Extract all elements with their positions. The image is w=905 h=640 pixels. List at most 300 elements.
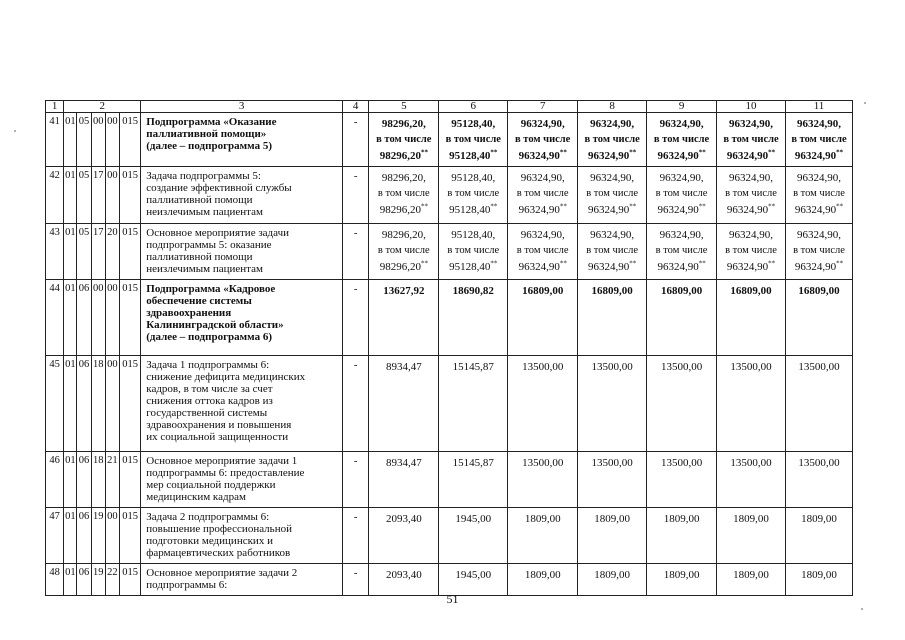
header-cell: 4 (343, 101, 369, 113)
code-cell: 22 (105, 564, 119, 596)
value-main: 1809,00 (733, 569, 769, 581)
code-cell: 01 (64, 564, 77, 596)
value-including-label: в том числе (376, 134, 432, 145)
item-name-line: Задача 2 подпрограммы 6: (146, 511, 270, 523)
value-cell (578, 356, 647, 452)
footnote-mark: ** (559, 202, 567, 211)
value-main: 1809,00 (594, 513, 630, 525)
item-name-line: паллиативной помощи (146, 251, 253, 263)
value-main: 1809,00 (801, 513, 837, 525)
code-cell: 06 (77, 564, 91, 596)
value-cell (785, 508, 852, 564)
value-cell (647, 224, 717, 280)
value-main: 1809,00 (801, 569, 837, 581)
code-cell: 06 (77, 452, 91, 508)
value-including-label: в том числе (725, 245, 777, 256)
item-name (141, 167, 343, 224)
value-cell (578, 452, 647, 508)
item-name-line: Задача подпрограммы 5: (146, 170, 261, 182)
value-including (786, 202, 852, 218)
value-cell (785, 356, 852, 452)
item-name (141, 508, 343, 564)
value-main: 13500,00 (660, 457, 703, 469)
value-cell (717, 167, 786, 224)
value-including (439, 259, 507, 275)
table-row (46, 113, 853, 167)
value-cell (508, 452, 578, 508)
value-main: 15145,87 (452, 457, 494, 469)
code-cell: 00 (105, 508, 119, 564)
value-cell (439, 280, 508, 356)
value-main: 1809,00 (524, 569, 561, 581)
dash-cell: - (343, 280, 369, 356)
item-name (141, 356, 343, 452)
code-cell: 20 (105, 224, 119, 280)
table-row (46, 508, 853, 564)
table-row (46, 356, 853, 452)
value-main: 98296,20, (381, 118, 426, 130)
dash-cell: - (343, 452, 369, 508)
item-name-line: подпрограммы 5: оказание (146, 239, 272, 251)
value-including (717, 259, 785, 275)
value-including (647, 148, 716, 164)
value-main: 1809,00 (594, 569, 630, 581)
row-number: 41 (46, 113, 64, 167)
value-cell (785, 280, 852, 356)
value-main: 96324,90, (659, 172, 704, 184)
value-including-label: в том числе (377, 188, 430, 199)
item-name-line: паллиативной помощи (146, 194, 253, 206)
value-including-amount: 96324,90 (794, 150, 837, 162)
item-name-line: Подпрограмма «Оказание (146, 116, 277, 128)
value-main: 13500,00 (730, 361, 772, 373)
value-cell (439, 113, 508, 167)
item-name-line: (далее – подпрограмма 5) (146, 140, 273, 152)
value-cell (439, 356, 508, 452)
value-cell (508, 564, 578, 596)
item-name-line: неизлечимым пациентам (146, 263, 263, 275)
value-main: 96324,90, (520, 172, 565, 184)
item-name (141, 224, 343, 280)
table-row (46, 167, 853, 224)
item-name (141, 564, 343, 596)
code-cell: 015 (119, 113, 140, 167)
scan-speck (14, 130, 16, 132)
value-cell (717, 280, 786, 356)
value-main: 96324,90, (520, 118, 565, 130)
code-cell: 05 (77, 167, 91, 224)
header-cell: 3 (141, 101, 343, 113)
row-number: 48 (46, 564, 64, 596)
header-cell: 8 (578, 101, 647, 113)
item-name (141, 280, 343, 356)
value-cell (785, 564, 852, 596)
value-main: 96324,90, (659, 229, 704, 241)
footnote-mark: ** (629, 148, 637, 157)
value-main: 96324,90, (590, 229, 635, 241)
value-including-label: в том числе (655, 245, 708, 256)
footnote-mark: ** (768, 148, 776, 157)
value-cell (578, 508, 647, 564)
value-main: 96324,90, (729, 118, 773, 130)
value-including-label: в том числе (516, 188, 569, 199)
code-cell: 01 (64, 452, 77, 508)
value-including-label: в том числе (447, 245, 500, 256)
page-number: 51 (446, 592, 459, 606)
table-row (46, 224, 853, 280)
code-cell: 01 (64, 167, 77, 224)
value-including-amount: 96324,90 (518, 204, 560, 216)
footnote-mark: ** (490, 202, 498, 211)
footnote-mark: ** (420, 148, 428, 157)
code-cell: 00 (105, 356, 119, 452)
table-header-row (46, 101, 853, 113)
code-cell: 17 (91, 224, 105, 280)
code-cell: 00 (91, 280, 105, 356)
item-name-line: подготовки медицинских и (146, 535, 273, 547)
value-main: 1809,00 (524, 513, 561, 525)
value-main: 2093,40 (385, 513, 422, 525)
code-cell: 21 (105, 452, 119, 508)
value-cell (369, 167, 439, 224)
value-main: 95128,40, (451, 229, 496, 241)
value-including-amount: 96324,90 (657, 261, 699, 273)
dash-cell: - (343, 564, 369, 596)
header-cell: 1 (46, 101, 64, 113)
dash-cell: - (343, 356, 369, 452)
value-main: 13500,00 (730, 457, 772, 469)
value-including (508, 148, 577, 164)
footnote-mark: ** (768, 259, 776, 268)
footnote-mark: ** (490, 148, 498, 157)
item-name-line: неизлечимым пациентам (146, 206, 263, 218)
item-name-line: (далее – подпрограмма 6) (146, 331, 273, 343)
item-name-line: Задача 1 подпрограммы 6: (146, 359, 270, 371)
value-main: 1809,00 (663, 569, 700, 581)
item-name-line: повышение профессиональной (146, 523, 292, 535)
value-including-amount: 95128,40 (449, 150, 491, 162)
value-cell (717, 452, 786, 508)
item-name (141, 452, 343, 508)
value-main: 18690,82 (452, 285, 494, 297)
row-number: 47 (46, 508, 64, 564)
value-cell (578, 280, 647, 356)
value-cell (578, 564, 647, 596)
value-including (439, 148, 507, 164)
code-cell: 19 (91, 564, 105, 596)
value-main: 96324,90, (796, 118, 841, 130)
row-number: 44 (46, 280, 64, 356)
item-name-line: мер социальной поддержки (146, 479, 276, 491)
table-row (46, 452, 853, 508)
value-main: 98296,20, (381, 172, 426, 184)
code-cell: 17 (91, 167, 105, 224)
item-name-line: Основное мероприятие задачи 2 (146, 567, 298, 579)
value-including-label: в том числе (586, 188, 639, 199)
value-including-label: в том числе (723, 134, 779, 145)
value-cell (647, 280, 717, 356)
footnote-mark: ** (629, 202, 637, 211)
item-name-line: паллиативной помощи» (146, 128, 267, 140)
value-including (508, 202, 577, 218)
item-name-line: обеспечение системы (146, 295, 252, 307)
code-cell: 015 (119, 508, 140, 564)
value-main: 13500,00 (591, 361, 633, 373)
row-number: 46 (46, 452, 64, 508)
value-including-amount: 98296,20 (379, 261, 421, 273)
value-including (369, 202, 438, 218)
value-cell (578, 167, 647, 224)
value-main: 13627,92 (383, 285, 425, 297)
value-including-label: в том числе (445, 134, 501, 145)
value-including-amount: 96324,90 (518, 261, 560, 273)
value-including-amount: 96324,90 (726, 150, 769, 162)
footnote-mark: ** (490, 259, 498, 268)
footnote-mark: ** (559, 259, 567, 268)
code-cell: 00 (105, 113, 119, 167)
value-including-label: в том числе (584, 134, 640, 145)
value-cell (369, 452, 439, 508)
value-main: 1945,00 (455, 569, 492, 581)
footnote-mark: ** (698, 259, 706, 268)
footnote-mark: ** (698, 202, 706, 211)
value-main: 96324,90, (796, 172, 841, 184)
header-cell: 2 (64, 101, 141, 113)
footnote-mark: ** (629, 259, 637, 268)
value-including-label: в том числе (791, 134, 847, 145)
value-main: 96324,90, (590, 118, 635, 130)
scan-speck (864, 102, 866, 104)
value-main: 13500,00 (798, 361, 840, 373)
value-main: 13500,00 (798, 457, 840, 469)
value-main: 15145,87 (452, 361, 494, 373)
value-cell (785, 452, 852, 508)
header-cell: 11 (785, 101, 852, 113)
code-cell: 01 (64, 224, 77, 280)
footnote-mark: ** (836, 148, 844, 157)
value-main: 95128,40, (451, 172, 496, 184)
item-name-line: подпрограммы 6: (146, 579, 228, 591)
value-including-amount: 95128,40 (449, 261, 491, 273)
item-name-line: здравоохранения и повышения (146, 419, 292, 431)
code-cell: 19 (91, 508, 105, 564)
code-cell: 015 (119, 564, 140, 596)
table-row (46, 280, 853, 356)
value-cell (785, 224, 852, 280)
item-name-line: Основное мероприятие задачи (146, 227, 290, 239)
value-cell (647, 452, 717, 508)
value-cell (369, 224, 439, 280)
value-including-amount: 96324,90 (588, 204, 630, 216)
code-cell: 00 (91, 113, 105, 167)
value-cell (508, 224, 578, 280)
value-including-amount: 96324,90 (518, 150, 560, 162)
header-cell: 7 (508, 101, 578, 113)
value-including (578, 202, 646, 218)
dash-cell: - (343, 167, 369, 224)
value-main: 96324,90, (729, 172, 773, 184)
value-main: 16809,00 (798, 285, 840, 297)
value-including-amount: 96324,90 (794, 204, 837, 216)
code-cell: 05 (77, 113, 91, 167)
value-including (647, 259, 716, 275)
value-cell (647, 356, 717, 452)
footnote-mark: ** (420, 259, 428, 268)
value-including-label: в том числе (793, 188, 845, 199)
value-cell (508, 167, 578, 224)
value-including-label: в том числе (377, 245, 430, 256)
value-including (439, 202, 507, 218)
value-main: 1945,00 (455, 513, 492, 525)
value-cell (508, 356, 578, 452)
header-cell: 9 (647, 101, 717, 113)
dash-cell: - (343, 224, 369, 280)
code-cell: 015 (119, 356, 140, 452)
code-cell: 06 (77, 508, 91, 564)
value-including (369, 148, 438, 164)
value-main: 16809,00 (660, 285, 703, 297)
code-cell: 01 (64, 508, 77, 564)
value-including-amount: 96324,90 (588, 261, 630, 273)
item-name-line: фармацевтических работников (146, 547, 291, 559)
footnote-mark: ** (836, 202, 844, 211)
footnote-mark: ** (698, 148, 706, 157)
value-including-amount: 96324,90 (726, 261, 769, 273)
value-including-label: в том числе (516, 245, 569, 256)
value-including (508, 259, 577, 275)
value-including-amount: 95128,40 (449, 204, 491, 216)
budget-table (45, 100, 853, 596)
item-name-line: снижения оттока кадров из (146, 395, 273, 407)
value-main: 96324,90, (659, 118, 704, 130)
code-cell: 00 (105, 167, 119, 224)
header-cell: 10 (717, 101, 786, 113)
value-cell (647, 167, 717, 224)
value-including-label: в том числе (793, 245, 845, 256)
value-including-label: в том числе (447, 188, 500, 199)
code-cell: 06 (77, 280, 91, 356)
value-main: 16809,00 (591, 285, 633, 297)
value-cell (439, 564, 508, 596)
value-cell (717, 564, 786, 596)
item-name-line: Подпрограмма «Кадровое (146, 283, 276, 295)
scan-speck (861, 608, 863, 610)
value-cell (369, 113, 439, 167)
item-name-line: создание эффективной службы (146, 182, 292, 194)
value-cell (439, 452, 508, 508)
value-including (578, 259, 646, 275)
value-main: 95128,40, (451, 118, 496, 130)
value-main: 16809,00 (730, 285, 772, 297)
value-cell (717, 508, 786, 564)
row-number: 45 (46, 356, 64, 452)
value-cell (369, 356, 439, 452)
value-cell (647, 113, 717, 167)
value-main: 96324,90, (590, 172, 635, 184)
value-main: 98296,20, (381, 229, 426, 241)
value-main: 8934,47 (385, 457, 422, 469)
value-main: 1809,00 (733, 513, 769, 525)
value-main: 13500,00 (591, 457, 633, 469)
value-main: 2093,40 (385, 569, 422, 581)
code-cell: 015 (119, 167, 140, 224)
value-including-amount: 96324,90 (794, 261, 837, 273)
value-cell (717, 224, 786, 280)
header-cell: 5 (369, 101, 439, 113)
item-name-line: медицинским кадрам (146, 491, 246, 503)
value-cell (785, 113, 852, 167)
footnote-mark: ** (836, 259, 844, 268)
item-name-line: их социальной защищенности (146, 431, 289, 443)
value-including-amount: 98296,20 (379, 150, 421, 162)
code-cell: 00 (105, 280, 119, 356)
value-main: 1809,00 (663, 513, 700, 525)
footnote-mark: ** (559, 148, 567, 157)
value-cell (439, 167, 508, 224)
header-cell: 6 (439, 101, 508, 113)
code-cell: 015 (119, 452, 140, 508)
value-including-amount: 98296,20 (379, 204, 421, 216)
value-cell (647, 564, 717, 596)
value-including-amount: 96324,90 (657, 204, 699, 216)
value-main: 8934,47 (385, 361, 422, 373)
value-including (786, 259, 852, 275)
item-name-line: подпрограммы 6: предоставление (146, 467, 305, 479)
value-cell (717, 113, 786, 167)
value-including (717, 202, 785, 218)
value-main: 96324,90, (520, 229, 565, 241)
code-cell: 06 (77, 356, 91, 452)
code-cell: 01 (64, 280, 77, 356)
value-including (786, 148, 852, 164)
value-cell (785, 167, 852, 224)
value-including-label: в том числе (655, 188, 708, 199)
value-including-label: в том числе (725, 188, 777, 199)
value-cell (578, 113, 647, 167)
value-main: 16809,00 (522, 285, 564, 297)
item-name-line: Основное мероприятие задачи 1 (146, 455, 298, 467)
item-name-line: государственной системы (146, 407, 268, 419)
footnote-mark: ** (768, 202, 776, 211)
value-cell (369, 280, 439, 356)
value-cell (369, 508, 439, 564)
value-including-amount: 96324,90 (588, 150, 630, 162)
dash-cell: - (343, 113, 369, 167)
table-row (46, 564, 853, 596)
row-number: 43 (46, 224, 64, 280)
value-cell (439, 508, 508, 564)
value-cell (439, 224, 508, 280)
value-main: 13500,00 (660, 361, 703, 373)
row-number: 42 (46, 167, 64, 224)
code-cell: 18 (91, 356, 105, 452)
value-including (717, 148, 785, 164)
value-including-amount: 96324,90 (726, 204, 769, 216)
value-including-label: в том числе (586, 245, 639, 256)
item-name-line: Калининградской области» (146, 319, 284, 331)
value-cell (508, 280, 578, 356)
value-including (578, 148, 646, 164)
value-including (369, 259, 438, 275)
value-cell (578, 224, 647, 280)
value-including-label: в том числе (653, 134, 710, 145)
code-cell: 015 (119, 280, 140, 356)
value-cell (369, 564, 439, 596)
value-including (647, 202, 716, 218)
code-cell: 01 (64, 356, 77, 452)
item-name-line: кадров, в том числе за счет (146, 383, 273, 395)
value-including-label: в том числе (515, 134, 571, 145)
